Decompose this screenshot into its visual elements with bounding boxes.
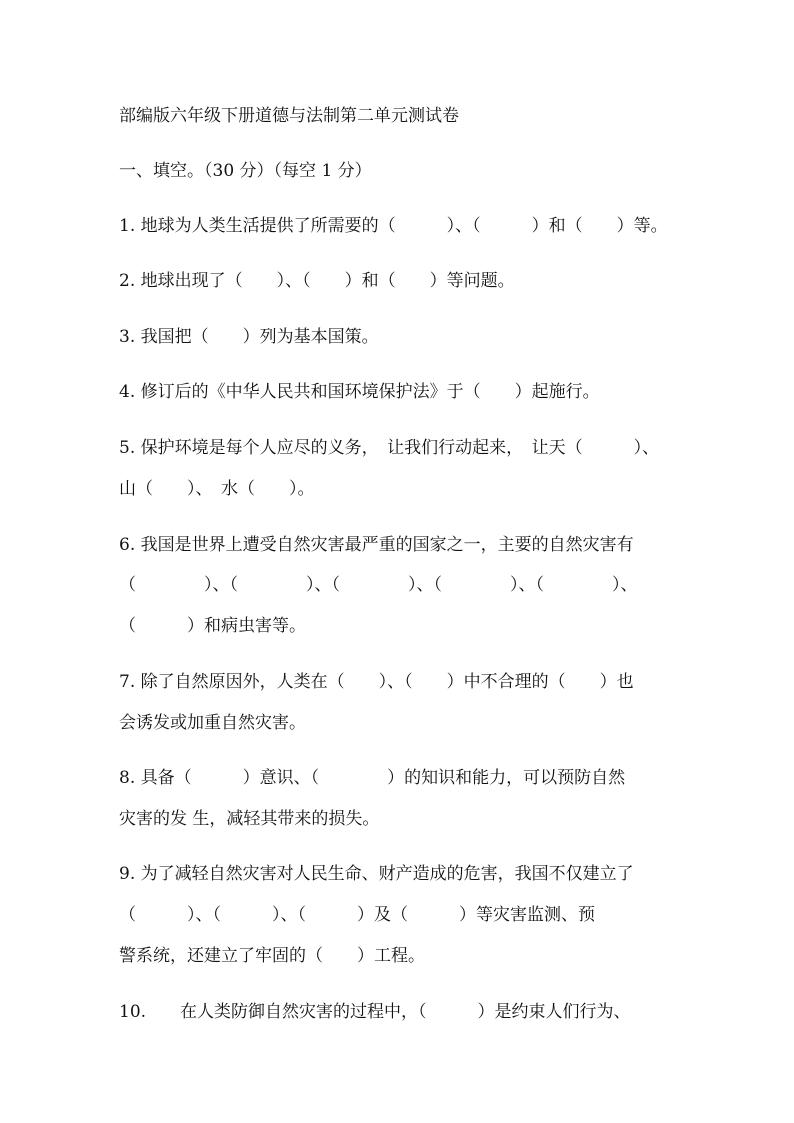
question-10-line-1: 10. 在人类防御自然灾害的过程中，（ ）是约束人们行为、 — [119, 1002, 631, 1022]
question-7-line-1: 7. 除了自然原因外，人类在（ ）、（ ）中不合理的（ ）也 — [119, 672, 634, 692]
page-title: 部编版六年级下册道德与法制第二单元测试卷 — [119, 106, 459, 126]
section-heading: 一、填空。（30 分）（每空 1 分） — [119, 161, 372, 181]
question-5-line-1: 5. 保护环境是每个人应尽的义务， 让我们行动起来， 让天（ ）、 — [119, 438, 660, 458]
question-4-line-1: 4. 修订后的《中华人民共和国环境保护法》于（ ）起施行。 — [119, 382, 600, 402]
question-9-line-1: 9. 为了减轻自然灾害对人民生命、财产造成的危害，我国不仅建立了 — [119, 864, 634, 884]
question-2-line-1: 2. 地球出现了（ ）、（ ）和（ ）等问题。 — [119, 271, 515, 291]
question-3-line-1: 3. 我国把（ ）列为基本国策。 — [119, 327, 379, 347]
question-6-line-1: 6. 我国是世界上遭受自然灾害最严重的国家之一，主要的自然灾害有 — [119, 535, 634, 555]
question-6-line-3: （ ）和病虫害等。 — [119, 616, 306, 636]
question-8-line-1: 8. 具备（ ）意识、（ ）的知识和能力，可以预防自然 — [119, 768, 626, 788]
question-5-line-2: 山（ ）、 水（ ）。 — [119, 479, 315, 499]
question-1-line-1: 1. 地球为人类生活提供了所需要的（ ）、（ ）和（ ）等。 — [119, 216, 668, 236]
question-9-line-2: （ ）、（ ）、（ ）及（ ）等灾害监测、预 — [119, 905, 595, 925]
question-9-line-3: 警系统，还建立了牢固的（ ）工程。 — [119, 946, 425, 966]
question-8-line-2: 灾害的发 生，减轻其带来的损失。 — [119, 809, 380, 829]
question-6-line-2: （ ）、（ ）、（ ）、（ ）、（ ）、 — [119, 575, 638, 595]
question-7-line-2: 会诱发或加重自然灾害。 — [119, 713, 306, 733]
